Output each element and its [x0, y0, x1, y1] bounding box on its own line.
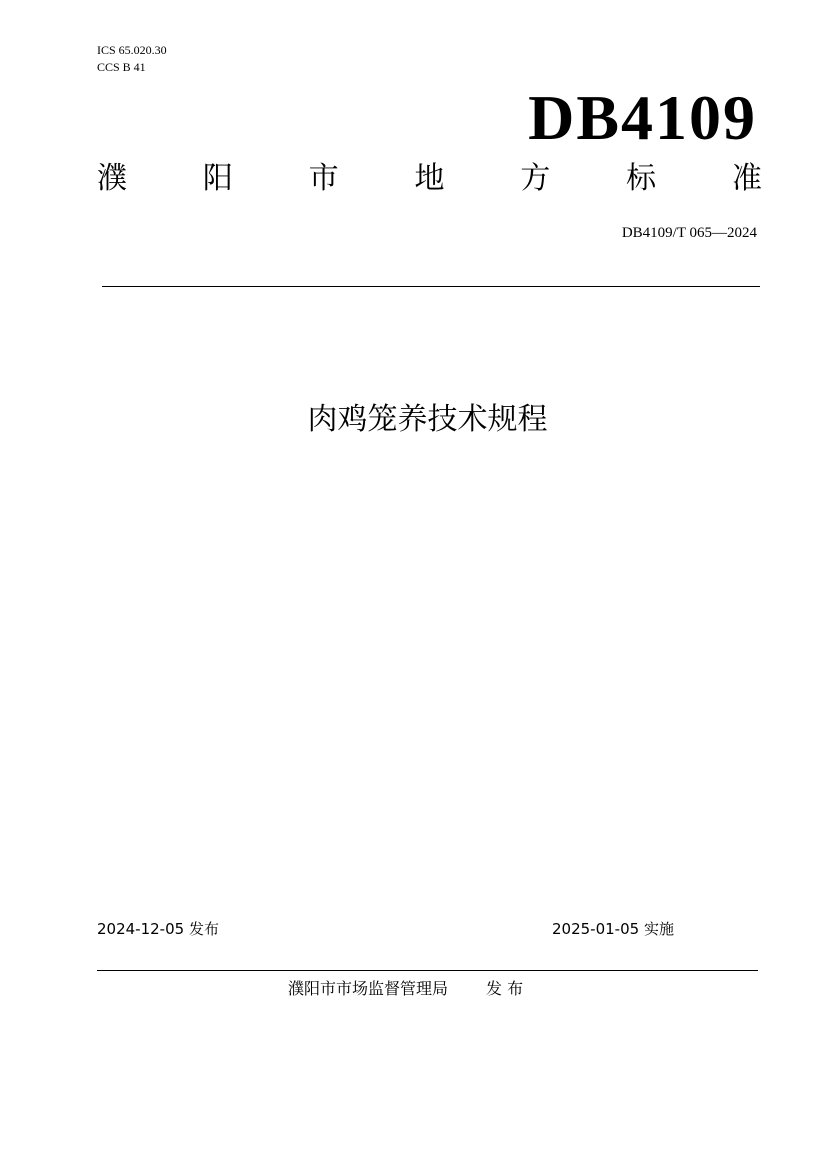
standard-name-char: 阳 — [202, 161, 233, 196]
document-title: 肉鸡笼养技术规程 — [307, 402, 548, 437]
standard-name-char: 濮 — [97, 161, 127, 196]
ics-code: ICS 65.020.30 — [97, 43, 167, 57]
standard-code: DB4109 — [528, 82, 757, 153]
header-divider — [102, 286, 760, 287]
standard-name — [97, 158, 762, 200]
issuer-name: 濮阳市市场监督管理局 — [288, 979, 449, 998]
standard-name-char: 准 — [731, 161, 762, 196]
issuer — [288, 977, 523, 1001]
standard-name-char: 标 — [626, 161, 657, 196]
standard-name-char: 地 — [414, 161, 445, 196]
issuer-action: 发 布 — [486, 979, 524, 998]
standard-name-char: 市 — [308, 161, 339, 196]
classification-codes — [97, 42, 167, 76]
implementation-date: 2025-01-05 实施 — [552, 920, 674, 938]
footer-divider — [97, 970, 758, 971]
standard-number: DB4109/T 065—2024 — [621, 225, 757, 241]
issue-date: 2024-12-05 发布 — [97, 920, 219, 938]
ccs-code: CCS B 41 — [97, 60, 146, 74]
standard-name-char: 方 — [520, 161, 551, 196]
